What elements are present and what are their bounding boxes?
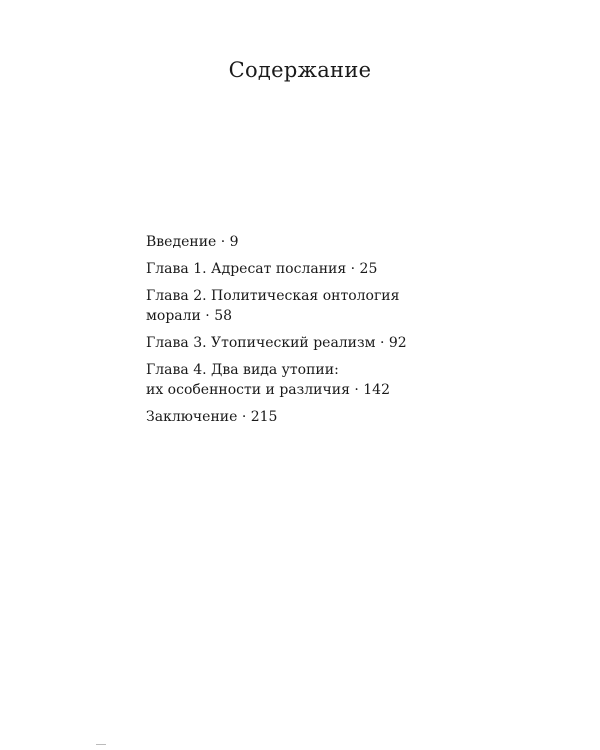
toc-entry-line: Глава 3. Утопический реализм · 92 [146,335,407,351]
page-title: Содержание [228,58,372,82]
toc-entry-chapter-4 [146,360,446,400]
toc-entry-line: морали · 58 [146,308,233,324]
toc-entry-introduction [146,232,446,252]
toc-entry-line: их особенности и различия · 142 [146,382,390,398]
toc-entry-line: Глава 2. Политическая онтология [146,288,400,304]
toc-entry-conclusion [146,407,446,427]
toc-entry-line: Глава 4. Два вида утопии: [146,362,339,378]
toc-entry-chapter-2 [146,286,446,326]
toc-entry-line: Введение · 9 [146,234,239,250]
table-of-contents [146,232,446,434]
toc-entry-chapter-1 [146,259,446,279]
scan-edge-mark [96,744,106,745]
toc-entry-chapter-3 [146,333,446,353]
toc-entry-line: Заключение · 215 [146,409,278,425]
toc-entry-line: Глава 1. Адресат послания · 25 [146,261,378,277]
